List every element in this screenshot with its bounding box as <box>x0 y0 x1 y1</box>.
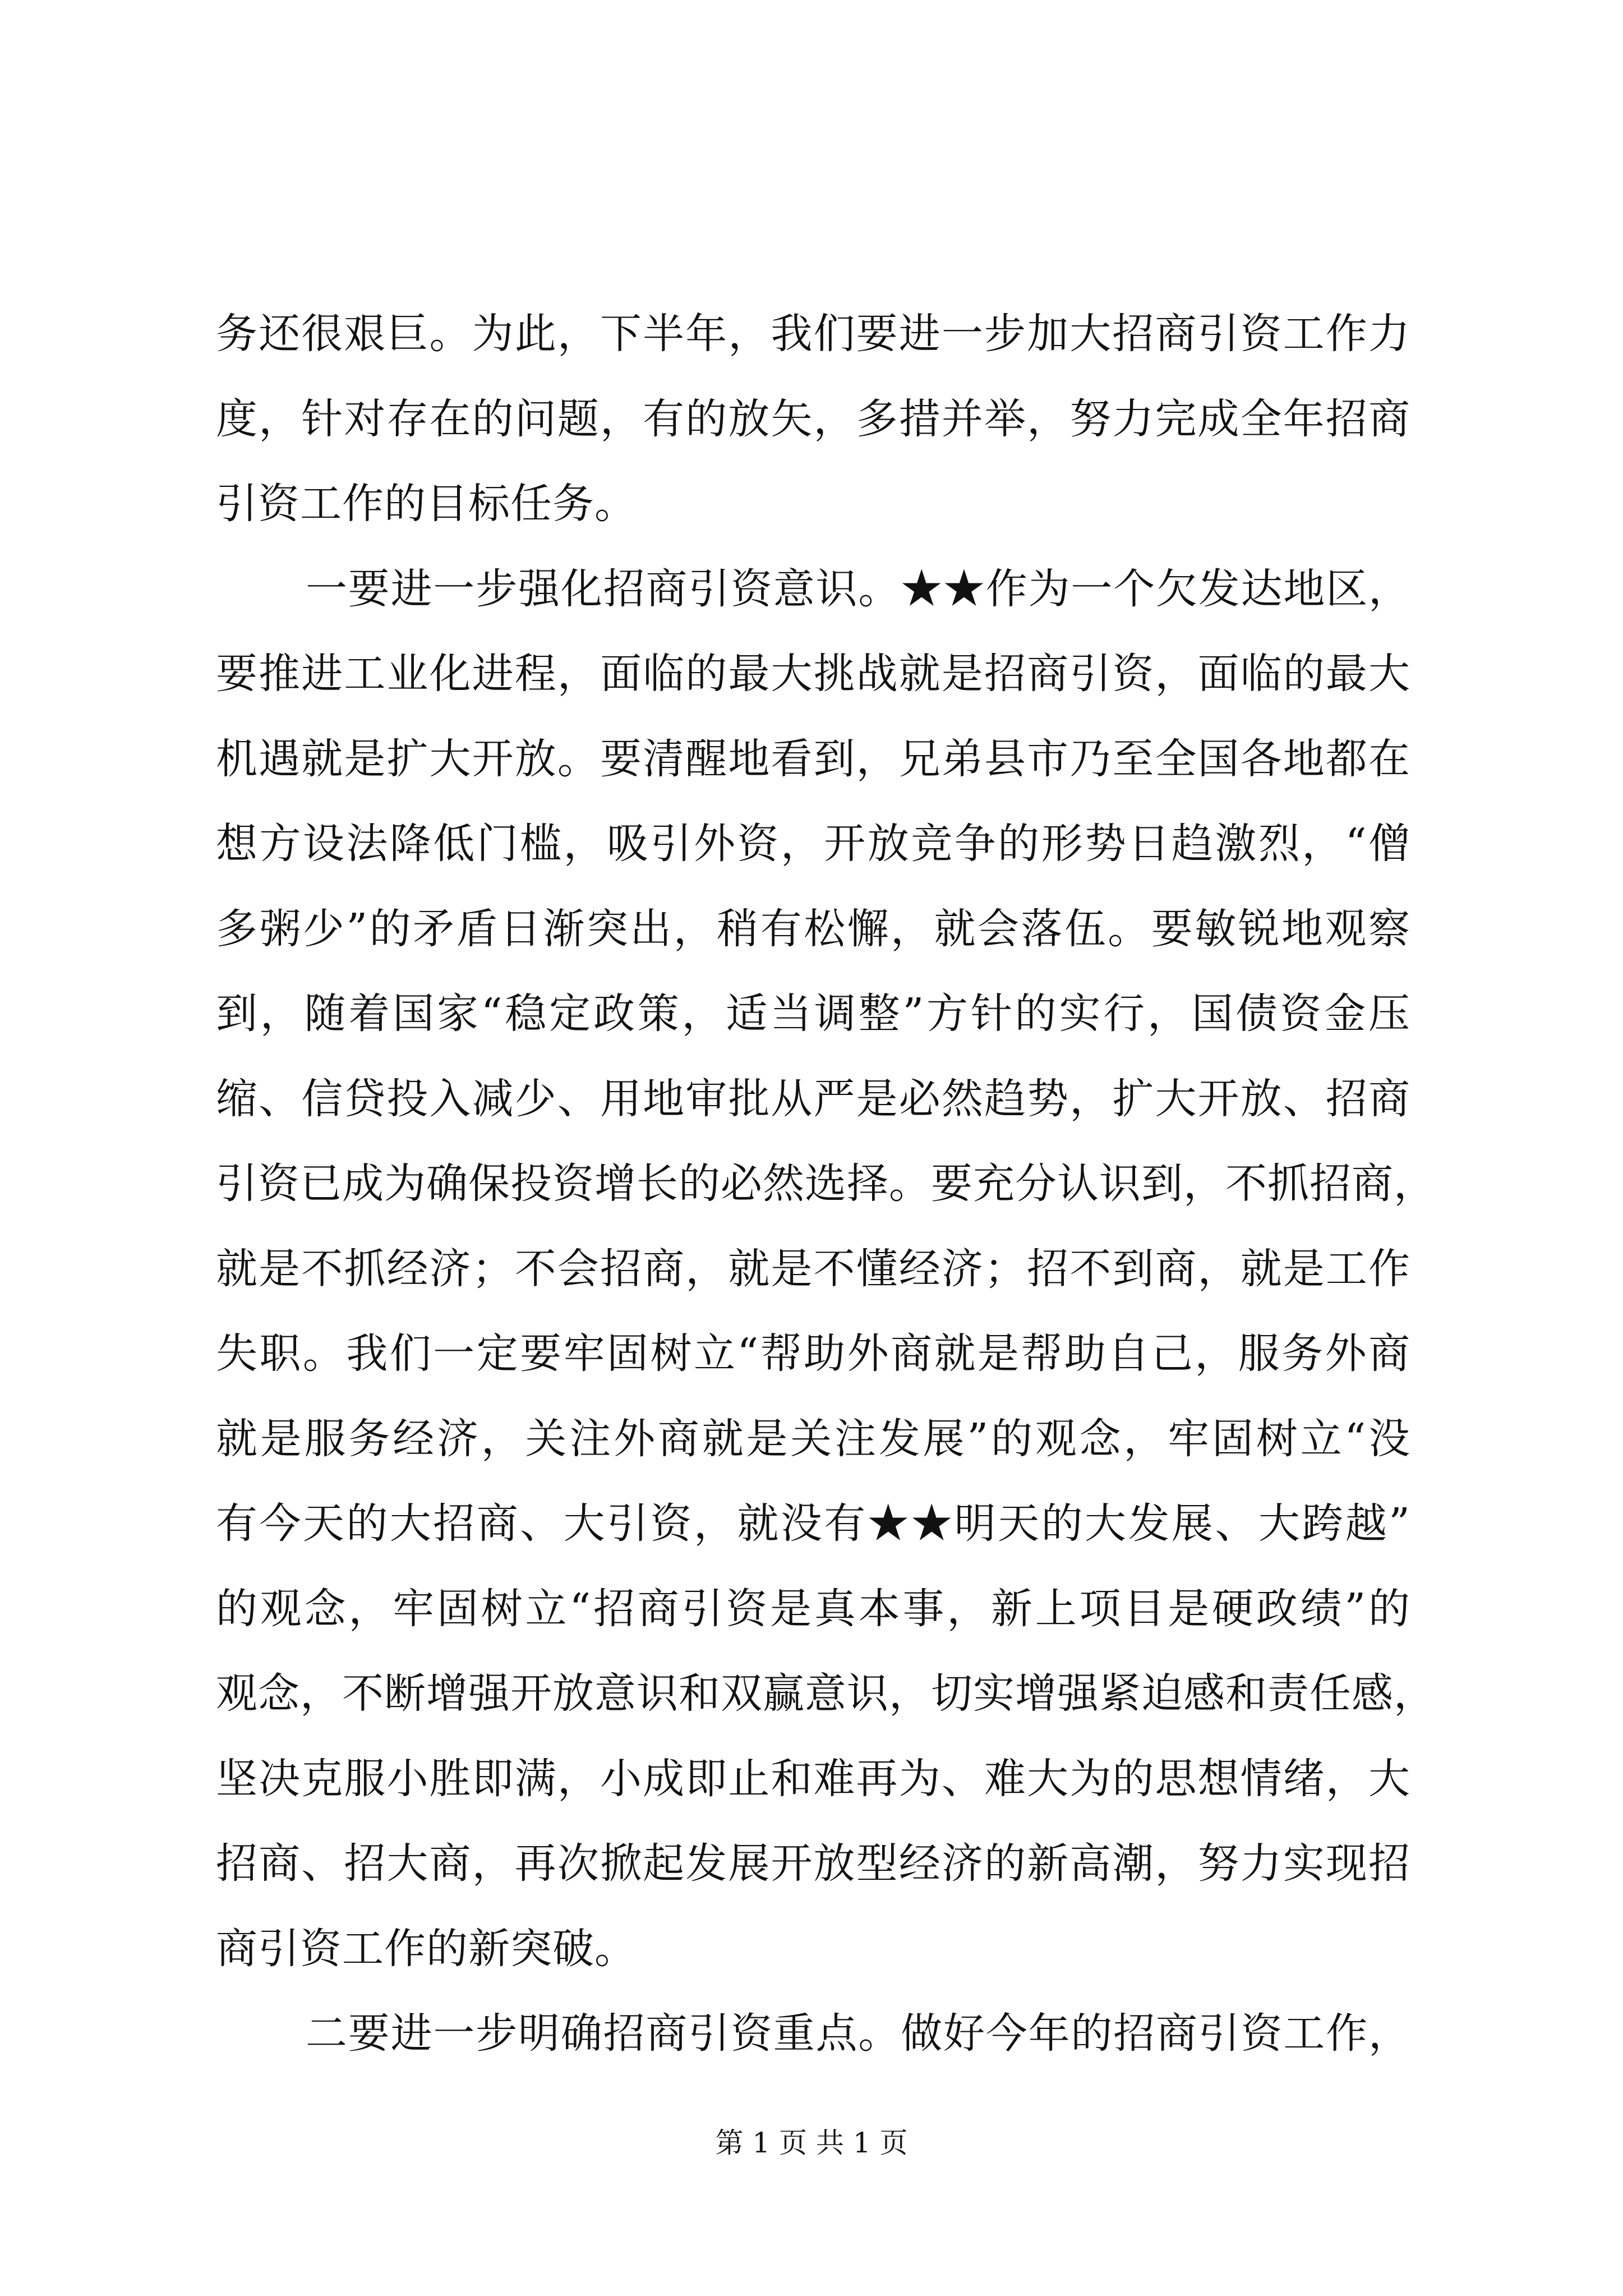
text-line: 失职。我们一定要牢固树立“帮助外商就是帮助自己，服务外商 <box>216 1329 1410 1378</box>
text-line: 一要进一步强化招商引资意识。★★作为一个欠发达地区， <box>306 564 1410 613</box>
text-line: 商引资工作的新突破。 <box>216 1924 637 1973</box>
text-line: 二要进一步明确招商引资重点。做好今年的招商引资工作， <box>306 2009 1410 2058</box>
text-line: 的观念，牢固树立“招商引资是真本事，新上项目是硬政绩”的 <box>216 1584 1410 1633</box>
text-line: 有今天的大招商、大引资，就没有★★明天的大发展、大跨越” <box>216 1499 1410 1548</box>
text-line: 引资已成为确保投资增长的必然选择。要充分认识到，不抓招商， <box>216 1159 1436 1208</box>
text-line: 招商、招大商，再次掀起发展开放型经济的新高潮，努力实现招 <box>216 1839 1410 1888</box>
page-footer: 第 1 页 共 1 页 <box>715 2127 908 2159</box>
body-text <box>216 292 1436 2077</box>
text-line: 就是服务经济，关注外商就是关注发展”的观念，牢固树立“没 <box>216 1414 1410 1463</box>
text-line: 机遇就是扩大开放。要清醒地看到，兄弟县市乃至全国各地都在 <box>216 734 1410 783</box>
text-line: 到，随着国家“稳定政策，适当调整”方针的实行，国债资金压 <box>216 990 1410 1038</box>
text-line: 观念，不断增强开放意识和双赢意识，切实增强紧迫感和责任感， <box>216 1669 1436 1718</box>
text-line: 要推进工业化进程，面临的最大挑战就是招商引资，面临的最大 <box>216 650 1410 698</box>
text-line: 务还很艰巨。为此，下半年，我们要进一步加大招商引资工作力 <box>216 310 1410 358</box>
text-line: 多粥少”的矛盾日渐突出，稍有松懈，就会落伍。要敏锐地观察 <box>216 904 1410 953</box>
text-line: 度，针对存在的问题，有的放矢，多措并举，努力完成全年招商 <box>216 394 1410 443</box>
text-line: 坚决克服小胜即满，小成即止和难再为、难大为的思想情绪，大 <box>216 1754 1410 1803</box>
text-line: 引资工作的目标任务。 <box>216 480 637 528</box>
text-line: 想方设法降低门槛，吸引外资，开放竞争的形势日趋激烈，“僧 <box>216 820 1410 868</box>
text-line: 就是不抓经济；不会招商，就是不懂经济；招不到商，就是工作 <box>216 1244 1410 1293</box>
text-line: 缩、信贷投入减少、用地审批从严是必然趋势，扩大开放、招商 <box>216 1074 1410 1123</box>
